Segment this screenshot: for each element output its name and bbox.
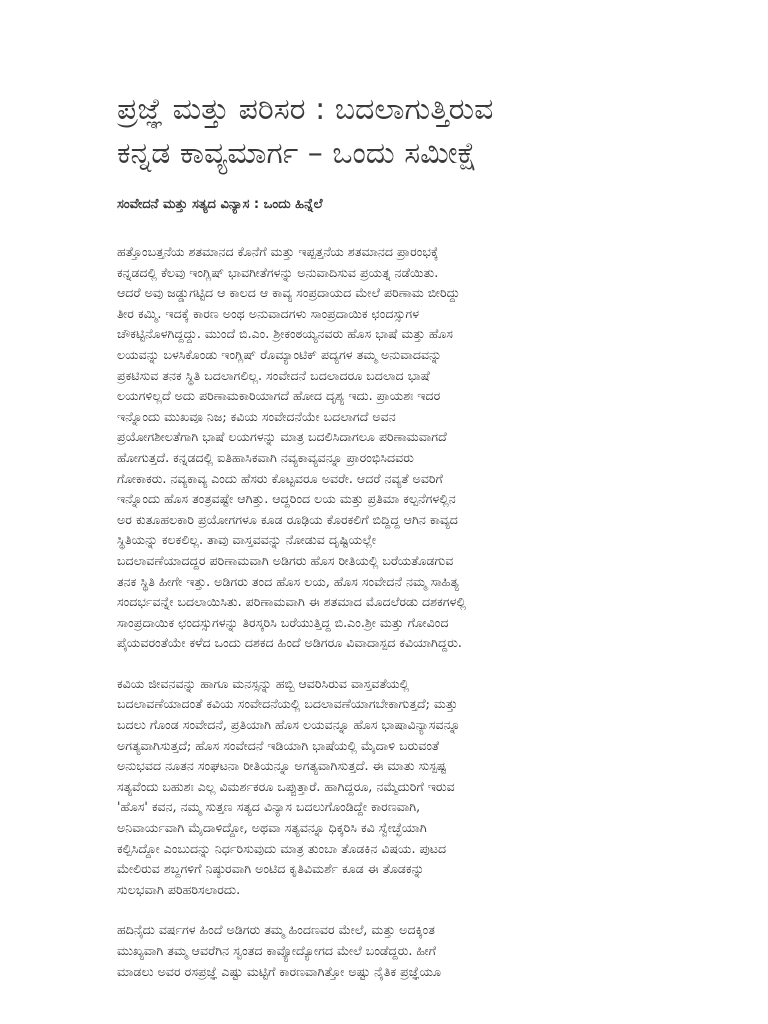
paragraph-line: ಅರ ಕುತೂಹಲಕಾರಿ ಪ್ರಯೋಗಗಳೂ ಕೂಡ ರೂಢಿಯ ಕೊರಕಲಿಗೆ ಬಿದ್ದಿದ್ದ ಆಗಿನ ಕಾವ್ಯದ (117, 511, 458, 527)
paragraph-line: ಪೈಯವರಂತೆಯೇ ಕಳೆದ ಒಂದು ದಶಕದ ಹಿಂದೆ ಅಡಿಗರೂ ವಿವಾದಾಸ್ಪದ ಕವಿಯಾಗಿದ್ದರು. (117, 635, 462, 651)
title-line: ಪ್ರಜ್ಞೆ ಮತ್ತು ಪರಿಸರ : ಬದಲಾಗುತ್ತಿರುವ (117, 92, 494, 127)
paragraph-line: ಸತ್ಯವೆಂದು ಬಹುಶಃ ಎಲ್ಲ ವಿಮರ್ಶಕರೂ ಒಪ್ಪುತ್ತಾರೆ. ಹಾಗಿದ್ದರೂ, ನಮ್ಮೆದುರಿಗೆ ಇರುವ (117, 778, 455, 794)
paragraph (117, 920, 651, 982)
paragraph-line: ಲಯವನ್ನು ಬಳಸಿಕೊಂಡು ಇಂಗ್ಲಿಷ್ ರೊಮ್ಯಾಂಟಿಕ್ ಪದ್ಯಗಳ ತಮ್ಮ ಅನುವಾದವನ್ನು (117, 346, 442, 362)
paragraph-line: ಅನುಭವದ ನೂತನ ಸಂಘಟನಾ ರೀತಿಯನ್ನೂ ಅಗತ್ಯವಾಗಿಸುತ್ತದೆ. ಈ ಮಾತು ಸುಸ್ಪಷ್ಟ (117, 758, 447, 774)
paragraph-line: ಬದಲಾವಣೆಯಾದದ್ದರ ಪರಿಣಾಮವಾಗಿ ಅಡಿಗರು ಹೊಸ ರೀತಿಯಲ್ಲಿ ಬರೆಯತೊಡಗುವ (117, 552, 454, 568)
paragraph-line: ತೀರ ಕಮ್ಮಿ. ಇದಕ್ಕೆ ಕಾರಣ ಅಂಥ ಅನುವಾದಗಳು ಸಾಂಪ್ರದಾಯಿಕ ಛಂದಸ್ಸುಗಳ (117, 305, 420, 321)
body-text (117, 242, 651, 982)
paragraph-line: ಆದರೆ ಅವು ಜಡ್ಡುಗಟ್ಟಿದ ಆ ಕಾಲದ ಆ ಕಾವ್ಯ ಸಂಪ್ರದಾಯದ ಮೇಲೆ ಪರಿಣಾಮ ಬೀರಿದ್ದು (117, 285, 460, 301)
paragraph-line: ಸುಲಭವಾಗಿ ಪರಿಹರಿಸಲಾರದು. (117, 881, 241, 897)
paragraph-line: ಸಂದರ್ಭವನ್ನೇ ಬದಲಾಯಿಸಿತು. ಪರಿಣಾಮವಾಗಿ ಈ ಶತಮಾದ ಮೊದಲೆರಡು ದಶಕಗಳಲ್ಲಿ (117, 594, 466, 610)
paragraph-line: ಕಲ್ಪಿಸಿದ್ದೋ ಎಂಬುದನ್ನು ನಿರ್ಧರಿಸುವುದು ಮಾತ್ರ ತುಂಬಾ ತೊಡಕಿನ ವಿಷಯ. ಪುಟದ (117, 840, 447, 856)
paragraph-line: ಮೇಲಿರುವ ಶಬ್ದಗಳಿಗೆ ನಿಷ್ಠುರವಾಗಿ ಅಂಟಿದ ಕೃತಿವಿಮರ್ಶೆ ಕೂಡ ಈ ತೊಡಕನ್ನು (117, 861, 425, 877)
paragraph-line: ಚೌಕಟ್ಟಿನೊಳಗಿದ್ದದ್ದು. ಮುಂದೆ ಬಿ.ಎಂ. ಶ್ರೀಕಂಠಯ್ಯನವರು ಹೊಸ ಭಾಷೆ ಮತ್ತು ಹೊಸ (117, 326, 453, 342)
paragraph-line: ಮುಖ್ಯವಾಗಿ ತಮ್ಮ ಆವರೆಗಿನ ಸ್ವಂತದ ಕಾವ್ಯೋದ್ಯೋಗದ ಮೇಲೆ ಬಂಡೆದ್ದರು. ಹೀಗೆ (117, 943, 436, 958)
paragraph-line: ಅನಿವಾರ್ಯವಾಗಿ ಮೈದಾಳಿದ್ದೋ, ಅಥವಾ ಸತ್ಯವನ್ನೂ ಧಿಕ್ಕರಿಸಿ ಕವಿ ಸ್ವೇಚ್ಛೆಯಾಗಿ (117, 820, 427, 836)
paragraph-line: ಮಾಡಲು ಅವರ ರಸಪ್ರಜ್ಞೆ ಎಷ್ಟು ಮಟ್ಟಿಗೆ ಕಾರಣವಾಗಿತ್ತೋ ಅಷ್ಟು ನೈತಿಕ ಪ್ರಜ್ಞೆಯೂ (117, 963, 441, 979)
paragraph-line: ತನಕ ಸ್ಥಿತಿ ಹೀಗೇ ಇತ್ತು. ಅಡಿಗರು ತಂದ ಹೊಸ ಲಯ, ಹೊಸ ಸಂವೇದನೆ ನಮ್ಮ ಸಾಹಿತ್ಯ (117, 573, 459, 589)
paragraph-line: ಬದಲು ಗೊಂಡ ಸಂವೇದನೆ, ಪ್ರತಿಯಾಗಿ ಹೊಸ ಲಯವನ್ನೂ ಹೊಸ ಭಾಷಾವಿನ್ಯಾಸವನ್ನೂ (117, 717, 461, 733)
paragraph-line: 'ಹೊಸ' ಕವನ, ನಮ್ಮ ಸುತ್ತಣ ಸತ್ಯದ ವಿನ್ಯಾಸ ಬದಲುಗೊಂಡಿದ್ದೇ ಕಾರಣವಾಗಿ, (117, 799, 421, 815)
paragraph-line: ಸಾಂಪ್ರದಾಯಿಕ ಛಂದಸ್ಸುಗಳನ್ನು ತಿರಸ್ಕರಿಸಿ ಬರೆಯುತ್ತಿದ್ದ ಬಿ.ಎಂ.ಶ್ರೀ ಮತ್ತು ಗೋವಿಂದ (117, 614, 449, 630)
document-title (117, 88, 651, 176)
paragraph (117, 674, 651, 901)
paragraph-line: ಪ್ರಕಟಿಸುವ ತನಕ ಸ್ಥಿತಿ ಬದಲಾಗಲಿಲ್ಲ. ಸಂವೇದನೆ ಬದಲಾದರೂ ಬದಲಾದ ಭಾಷೆ (117, 367, 430, 383)
paragraph-line: ಹೋಗುತ್ತದೆ. ಕನ್ನಡದಲ್ಲಿ ಐತಿಹಾಸಿಕವಾಗಿ ನವ್ಯಕಾವ್ಯವನ್ನೂ ಪ್ರಾರಂಭಿಸಿದವರು (117, 449, 414, 465)
paragraph-line: ಪ್ರಯೋಗಶೀಲತೆಗಾಗಿ ಭಾಷೆ ಲಯಗಳನ್ನು ಮಾತ್ರ ಬದಲಿಸಿದಾಗಲೂ ಪರಿಣಾಮವಾಗದೆ (117, 429, 447, 445)
paragraph-line: ಇನ್ನೊಂದು ಹೊಸ ತಂತ್ರವಷ್ಟೇ ಆಗಿತ್ತು. ಆದ್ದರಿಂದ ಲಯ ಮತ್ತು ಪ್ರತಿಮಾ ಕಲ್ಪನೆಗಳಲ್ಲಿನ (117, 491, 456, 507)
document-page (117, 88, 651, 1002)
paragraph-line: ಗೋಕಾಕರು. ನವ್ಯಕಾವ್ಯ ಎಂದು ಹೆಸರು ಕೊಟ್ಟವರೂ ಅವರೇ. ಆದರೆ ನವ್ಯತೆ ಅವರಿಗೆ (117, 470, 443, 486)
paragraph-line: ಕವಿಯ ಜೀವನವನ್ನು ಹಾಗೂ ಮನಸ್ಸನ್ನು ಹಬ್ಬಿ ಆವರಿಸಿರುವ ವಾಸ್ತವತೆಯಲ್ಲಿ (117, 675, 410, 691)
paragraph-line: ಲಯಗಳಿಲ್ಲದೆ ಅದು ಪರಿಣಾಮಕಾರಿಯಾಗದೆ ಹೋದ ದೃಶ್ಯ ಇದು. ಪ್ರಾಯಶಃ ಇದರ (117, 388, 441, 404)
title-line: ಕನ್ನಡ ಕಾವ್ಯಮಾರ್ಗ – ಒಂದು ಸಮೀಕ್ಷೆ (117, 136, 477, 171)
paragraph (117, 242, 651, 654)
section-heading: ಸಂವೇದನೆ ಮತ್ತು ಸತ್ಯದ ವಿನ್ಯಾಸ : ಒಂದು ಹಿನ್ನೆಲೆ (117, 197, 323, 212)
paragraph-line: ಹತ್ತೊಂಬತ್ತನೆಯ ಶತಮಾನದ ಕೊನೆಗೆ ಮತ್ತು ಇಪ್ಪತ್ತನೆಯ ಶತಮಾನದ ಪ್ರಾರಂಭಕ್ಕೆ (117, 244, 439, 259)
paragraph-line: ಹದಿನೈದು ವರ್ಷಗಳ ಹಿಂದೆ ಅಡಿಗರು ತಮ್ಮ ಹಿಂದಣವರ ಮೇಲೆ, ಮತ್ತು ಅದಕ್ಕಿಂತ (117, 922, 435, 938)
paragraph-line: ಬದಲಾವಣೆಯಾದಂತೆ ಕವಿಯ ಸಂವೇದನೆಯಲ್ಲಿ ಬದಲಾವಣೆಯಾಗಬೇಕಾಗುತ್ತದೆ; ಮತ್ತು (117, 696, 458, 712)
paragraph-line: ಸ್ಥಿತಿಯನ್ನು ಕಲಕಲಿಲ್ಲ. ತಾವು ವಾಸ್ತವವನ್ನು ನೋಡುವ ದೃಷ್ಟಿಯಲ್ಲೇ (117, 532, 377, 548)
paragraph-line: ಅಗತ್ಯವಾಗಿಸುತ್ತದೆ; ಹೊಸ ಸಂವೇದನೆ ಇಡಿಯಾಗಿ ಭಾಷೆಯಲ್ಲಿ ಮೈದಾಳಿ ಬರುವಂತೆ (117, 737, 440, 753)
paragraph-line: ಕನ್ನಡದಲ್ಲಿ ಕೆಲವು ಇಂಗ್ಲಿಷ್ ಭಾವಗೀತೆಗಳನ್ನು ಅನುವಾದಿಸುವ ಪ್ರಯತ್ನ ನಡೆಯಿತು. (117, 264, 439, 280)
paragraph-line: ಇನ್ನೊಂದು ಮುಖವೂ ನಿಜ; ಕವಿಯ ಸಂವೇದನೆಯೇ ಬದಲಾಗದೆ ಅವನ (117, 408, 396, 424)
